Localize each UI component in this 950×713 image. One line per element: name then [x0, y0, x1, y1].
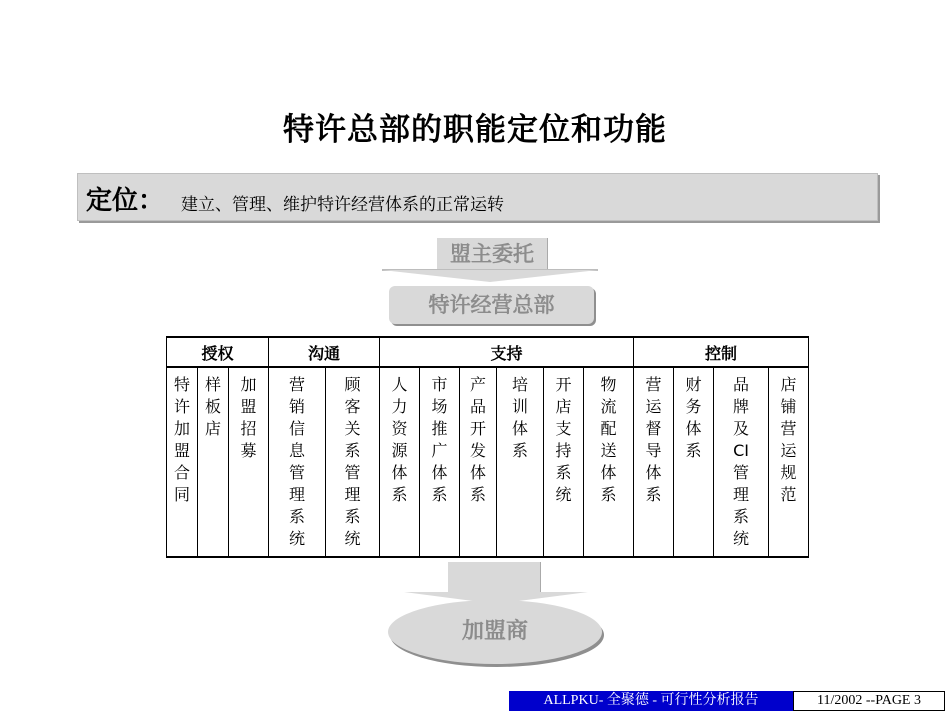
cell-training [497, 367, 544, 557]
footer-bar [509, 691, 945, 711]
cell-text: 人力资源体系 [391, 375, 408, 504]
cell-text: 开店支持系统 [555, 375, 572, 504]
group-header-row [167, 337, 809, 367]
down-arrow-stem [448, 562, 541, 592]
cell-text: 营运督导体系 [645, 375, 662, 504]
cell-text: 顾客关系管理系统 [344, 375, 361, 548]
cell-franchise-contract [167, 367, 198, 557]
cell-text: 店铺营运规范 [780, 375, 797, 504]
cell-brand-ci [714, 367, 769, 557]
group-control: 控制 [634, 337, 809, 367]
cell-text: 营销信息管理系统 [289, 375, 306, 548]
group-support: 支持 [380, 337, 634, 367]
footer-report-title: ALLPKU- 全聚德 - 可行性分析报告 [509, 691, 793, 711]
positioning-colon: ： [138, 186, 165, 216]
cell-text: 产品开发体系 [470, 375, 487, 504]
cell-finance [674, 367, 714, 557]
cell-franchise-recruit [229, 367, 269, 557]
commission-arrow-label: 盟主委托 [436, 238, 548, 270]
cell-text: 培训体系 [512, 375, 529, 460]
cell-text: 品牌及CI管理系统 [733, 375, 750, 548]
commission-arrow-head [382, 270, 598, 282]
functions-row [167, 367, 809, 557]
cell-model-store [198, 367, 229, 557]
positioning-label [86, 180, 164, 217]
cell-store-opening [544, 367, 584, 557]
cell-text: 特许加盟合同 [173, 375, 190, 504]
cell-hr [380, 367, 420, 557]
positioning-text: 建立、管理、维护特许经营体系的正常运转 [181, 195, 504, 215]
cell-product-dev [460, 367, 497, 557]
functions-table [166, 336, 809, 558]
footer-page-number: 11/2002 --PAGE 3 [793, 691, 945, 711]
group-authorization: 授权 [167, 337, 269, 367]
cell-text: 加盟招募 [240, 375, 257, 460]
page-title: 特许总部的职能定位和功能 [283, 112, 667, 148]
cell-text: 市场推广体系 [431, 375, 448, 504]
cell-store-ops [769, 367, 809, 557]
cell-text: 物流配送体系 [600, 375, 617, 504]
positioning-label-text: 定位 [86, 186, 139, 216]
cell-supervision [634, 367, 674, 557]
cell-logistics [584, 367, 634, 557]
cell-marketing-info [269, 367, 326, 557]
cell-crm [326, 367, 380, 557]
cell-text: 样板店 [204, 375, 221, 438]
positioning-banner [77, 173, 878, 221]
group-communication: 沟通 [269, 337, 380, 367]
headquarters-box: 特许经营总部 [389, 286, 594, 324]
cell-marketing-promo [420, 367, 460, 557]
cell-text: 财务体系 [685, 375, 702, 460]
franchisee-ellipse: 加盟商 [388, 600, 602, 664]
